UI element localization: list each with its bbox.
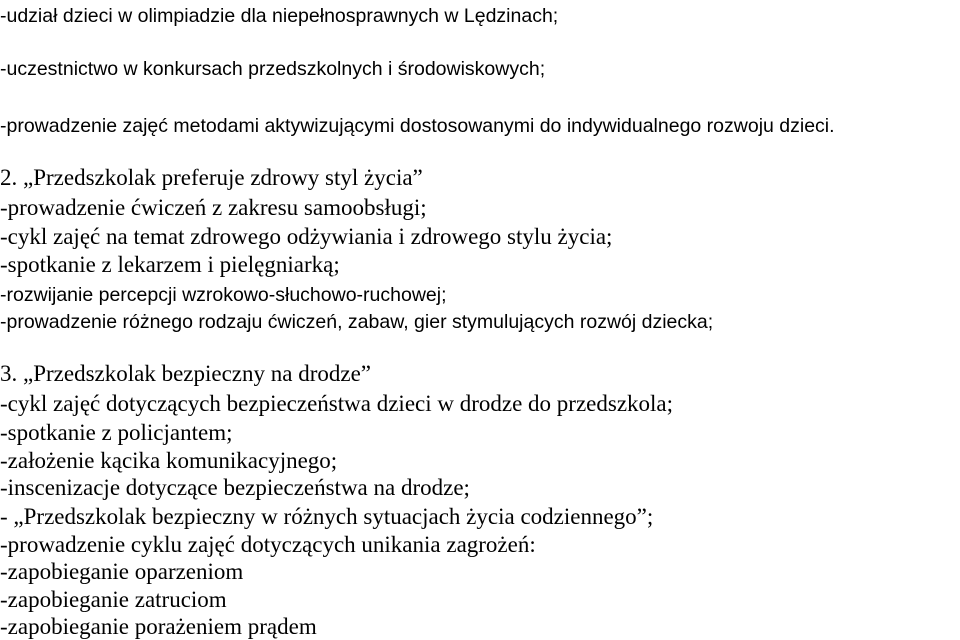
text-line-16: -prowadzenie cyklu zajęć dotyczących unikania zagrożeń: [0,532,536,557]
text-line-19: -zapobieganie porażeniem prądem [0,614,317,639]
section-heading-3: 3. „Przedszkolak bezpieczny na drodze” [0,361,372,386]
text-line-13: -założenie kącika komunikacyjnego; [0,448,338,473]
text-line-5: -prowadzenie ćwiczeń z zakresu samoobsługi; [0,195,427,220]
text-line-11: -cykl zajęć dotyczących bezpieczeństwa dzieci w drodze do przedszkola; [0,391,674,416]
text-line-9: -prowadzenie różnego rodzaju ćwiczeń, zabaw, gier stymulujących rozwój dziecka; [0,311,714,333]
text-line-1: -udział dzieci w olimpiadzie dla niepełnosprawnych w Lędzinach; [0,5,559,27]
text-line-17: -zapobieganie oparzeniom [0,559,244,584]
text-line-14: -inscenizacje dotyczące bezpieczeństwa na drodze; [0,475,470,500]
text-line-12: -spotkanie z policjantem; [0,420,233,445]
text-line-18: -zapobieganie zatruciom [0,587,227,612]
text-line-2: -uczestnictwo w konkursach przedszkolnych i środowiskowych; [0,58,546,80]
text-line-6: -cykl zajęć na temat zdrowego odżywiania i zdrowego stylu życia; [0,224,613,249]
section-heading-2: 2. „Przedszkolak preferuje zdrowy styl życia” [0,165,423,190]
text-line-8: -rozwijanie percepcji wzrokowo-słuchowo-ruchowej; [0,284,447,306]
text-line-7: -spotkanie z lekarzem i pielęgniarką; [0,252,340,277]
text-line-15: - „Przedszkolak bezpieczny w różnych sytuacjach życia codziennego”; [0,504,654,529]
text-line-3: -prowadzenie zajęć metodami aktywizującymi dostosowanymi do indywidualnego rozwoju dzieci. [0,115,835,137]
